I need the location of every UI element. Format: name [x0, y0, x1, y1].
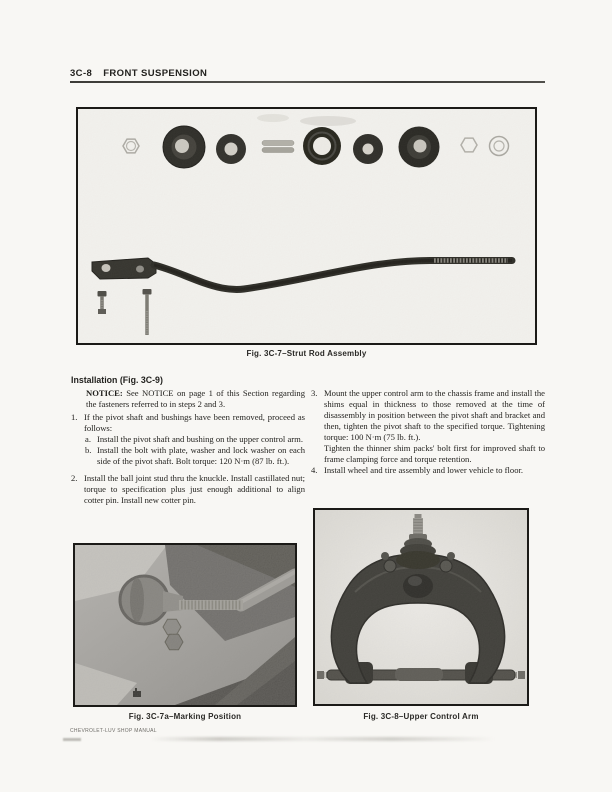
scan-smudge-mark	[63, 738, 81, 741]
upper-control-arm-photo	[315, 510, 527, 704]
section-title: FRONT SUSPENSION	[103, 68, 208, 79]
notice-paragraph	[86, 388, 305, 410]
scan-smudge-band	[150, 737, 495, 741]
strut-rod-photo	[78, 109, 535, 343]
header-rule	[70, 81, 545, 83]
notice-text: See NOTICE on page 1 of this Section regarding the fasteners referred to in steps 2 and 3.	[86, 388, 305, 409]
instruction-step-4: 4. Install wheel and tire assembly and lower vehicle to floor.	[311, 465, 524, 475]
marking-position-caption: Fig. 3C-7a–Marking Position	[128, 712, 242, 721]
marking-position-photo	[75, 545, 295, 705]
notice-label: NOTICE:	[86, 388, 123, 398]
strut-rod-figure	[76, 107, 537, 345]
installation-heading: Installation (Fig. 3C-9)	[71, 375, 163, 385]
page-header	[70, 68, 207, 79]
upper-control-arm-caption: Fig. 3C-8–Upper Control Arm	[363, 712, 479, 721]
strut-rod-caption: Fig. 3C-7–Strut Rod Assembly	[246, 349, 367, 358]
instruction-step-1: 1. If the pivot shaft and bushings have been removed, proceed as follows:	[71, 412, 305, 433]
text-column-right	[311, 388, 545, 476]
instruction-substep-1b: b. Install the bolt with plate, washer and lock washer on each side of the pivot shaft. Bolt torque: 120 N·m (87 lb. ft.).	[85, 445, 305, 466]
upper-control-arm-figure	[313, 508, 529, 706]
step-3-note: Tighten the thinner shim packs' bolt first for improved shaft to frame clamping force and torque retention.	[324, 443, 545, 464]
instruction-step-3: 3. Mount the upper control arm to the chassis frame and install the shims equal in thickness to those removed at the time of disassembly in position between the pivot shaft and bracket and then, tighten the pivot shaft to the specified torque. Tightening torque: 100 N·m (75 lb. ft.). Tighten the thinner shim packs' bolt first for improved shaft to frame clamping force and torque retention.	[311, 388, 545, 464]
section-code: 3C-8	[70, 68, 93, 79]
manual-footer: CHEVROLET-LUV SHOP MANUAL	[70, 728, 157, 734]
instruction-substep-1a: a. Install the pivot shaft and bushing on the upper control arm.	[85, 434, 303, 444]
text-column-left	[71, 388, 305, 506]
instruction-step-2: 2. Install the ball joint stud thru the knuckle. Install castillated nut; torque to specification plus just enough additional to align cotter pin. Install new cotter pin.	[71, 473, 305, 505]
marking-position-figure	[73, 543, 297, 707]
